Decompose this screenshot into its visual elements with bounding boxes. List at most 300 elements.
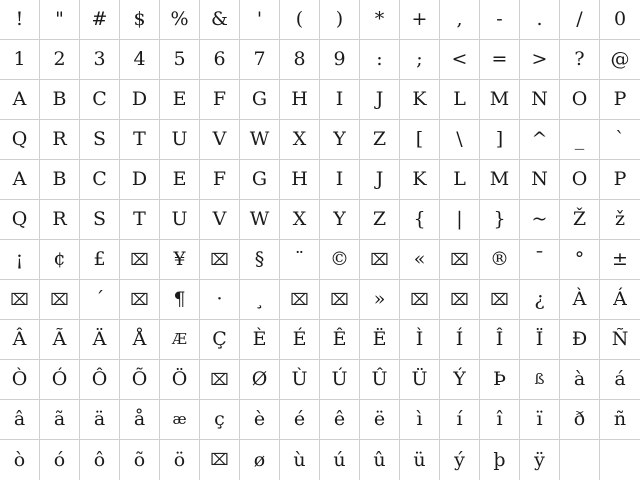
glyph: A [12,88,27,110]
glyph-cell[interactable] [520,440,560,480]
glyph: A [12,168,27,190]
glyph-cell[interactable] [560,120,600,160]
glyph-cell[interactable] [240,240,280,280]
glyph: Ã [52,328,67,350]
glyph: ¨ [294,248,305,270]
glyph-cell[interactable] [200,440,240,480]
glyph-cell[interactable] [120,40,160,80]
glyph: [ [415,128,424,150]
glyph-cell[interactable] [120,440,160,480]
glyph-cell[interactable] [200,80,240,120]
glyph-cell[interactable] [480,80,520,120]
glyph-cell[interactable] [120,320,160,360]
glyph-cell[interactable] [600,440,640,480]
glyph-cell[interactable] [480,360,520,400]
glyph-cell[interactable] [200,280,240,320]
glyph: ð [573,408,586,430]
glyph: ⌧ [450,249,469,269]
glyph: B [52,88,67,110]
glyph: ï [536,408,543,430]
glyph-cell[interactable] [200,160,240,200]
glyph: H [291,88,308,110]
glyph-cell[interactable] [520,120,560,160]
glyph: ù [293,448,306,471]
glyph-cell[interactable] [240,320,280,360]
glyph-cell[interactable] [0,360,40,400]
glyph-cell[interactable] [480,120,520,160]
glyph-cell[interactable] [40,360,80,400]
glyph-cell[interactable] [440,120,480,160]
glyph-cell[interactable] [520,80,560,120]
glyph: ` [615,128,625,150]
glyph-cell[interactable] [560,160,600,200]
glyph-cell[interactable] [240,440,280,480]
glyph-cell[interactable] [360,200,400,240]
glyph-cell[interactable] [280,240,320,280]
glyph-cell[interactable] [600,40,640,80]
glyph-cell[interactable] [360,160,400,200]
glyph: F [212,168,227,190]
glyph-cell[interactable] [40,320,80,360]
glyph-cell[interactable] [600,80,640,120]
glyph-cell[interactable] [120,200,160,240]
glyph-cell[interactable] [600,360,640,400]
glyph-cell[interactable] [600,160,640,200]
glyph-cell[interactable] [40,440,80,480]
glyph-cell[interactable] [400,280,440,320]
glyph: á [614,368,626,390]
glyph: ü [413,448,426,471]
glyph-cell[interactable] [480,400,520,440]
glyph: O [571,88,588,110]
glyph-cell[interactable] [40,200,80,240]
glyph-cell[interactable] [120,160,160,200]
glyph-cell[interactable] [520,320,560,360]
glyph: G [251,168,268,190]
glyph: ¿ [534,288,545,310]
glyph: ¢ [53,248,66,270]
glyph: ! [15,8,24,30]
glyph: Î [495,328,504,350]
glyph: ⌧ [210,369,229,389]
glyph: Ž [572,208,587,230]
glyph-cell[interactable] [400,240,440,280]
glyph-cell[interactable] [320,440,360,480]
glyph: î [496,408,503,430]
glyph-cell[interactable] [520,240,560,280]
glyph-cell[interactable] [160,200,200,240]
glyph-cell[interactable] [320,400,360,440]
glyph-cell[interactable] [560,200,600,240]
glyph-cell[interactable] [560,320,600,360]
glyph-cell[interactable] [160,440,200,480]
glyph: ⌧ [210,450,229,469]
glyph-cell[interactable] [560,360,600,400]
glyph-cell[interactable] [400,200,440,240]
glyph-cell[interactable] [440,200,480,240]
glyph-cell[interactable] [320,280,360,320]
glyph-cell[interactable] [600,280,640,320]
glyph-cell[interactable] [240,80,280,120]
glyph: ã [53,408,66,430]
glyph: õ [133,448,146,471]
glyph-cell[interactable] [320,360,360,400]
glyph-cell[interactable] [280,320,320,360]
glyph-cell[interactable] [120,240,160,280]
glyph-cell[interactable] [480,0,520,40]
glyph-cell[interactable] [400,320,440,360]
glyph: > [531,48,548,70]
glyph-cell[interactable] [40,0,80,40]
glyph: W [249,128,270,150]
glyph: Ú [331,368,348,390]
glyph-cell[interactable] [120,400,160,440]
glyph-cell[interactable] [320,0,360,40]
glyph-cell[interactable] [0,0,40,40]
glyph-cell[interactable] [360,120,400,160]
glyph-cell[interactable] [560,40,600,80]
glyph-cell[interactable] [40,80,80,120]
glyph: ± [612,248,628,270]
glyph-cell[interactable] [440,80,480,120]
glyph: K [412,88,427,110]
glyph-cell[interactable] [200,0,240,40]
glyph: P [613,168,627,190]
glyph-cell[interactable] [240,40,280,80]
glyph-cell[interactable] [120,120,160,160]
glyph-cell[interactable] [40,160,80,200]
glyph-cell[interactable] [40,400,80,440]
glyph: 9 [333,48,346,70]
glyph-cell[interactable] [0,200,40,240]
glyph-cell[interactable] [360,80,400,120]
glyph-cell[interactable] [160,0,200,40]
glyph: U [171,208,188,230]
glyph: ⌧ [290,289,309,309]
glyph-cell[interactable] [40,40,80,80]
glyph-cell[interactable] [560,240,600,280]
glyph-cell[interactable] [320,40,360,80]
glyph: ¥ [173,248,186,270]
glyph-cell[interactable] [80,400,120,440]
glyph-cell[interactable] [200,200,240,240]
glyph-cell[interactable] [0,160,40,200]
glyph: Ì [415,328,424,350]
glyph-cell[interactable] [40,240,80,280]
glyph-cell[interactable] [200,320,240,360]
glyph: ⌧ [330,289,349,309]
glyph-cell[interactable] [200,120,240,160]
glyph-cell[interactable] [0,80,40,120]
glyph: < [451,48,468,70]
glyph: Á [613,288,627,310]
glyph-cell[interactable] [160,360,200,400]
glyph: ( [295,8,304,30]
glyph: Ç [212,328,227,350]
glyph-cell[interactable] [480,320,520,360]
glyph-cell[interactable] [0,120,40,160]
glyph: X [292,128,307,150]
glyph: ê [333,408,346,430]
glyph: # [91,8,108,30]
glyph-cell[interactable] [80,280,120,320]
glyph: 5 [173,48,186,70]
glyph-cell[interactable] [80,0,120,40]
glyph: ë [373,408,386,430]
glyph-cell[interactable] [320,320,360,360]
glyph-cell[interactable] [240,160,280,200]
glyph: V [212,208,227,230]
glyph: S [92,128,107,150]
glyph-cell[interactable] [440,0,480,40]
glyph: I [335,88,344,110]
glyph: Ï [535,328,544,350]
glyph: Ñ [611,328,629,350]
glyph: ⌧ [10,289,29,309]
glyph-cell[interactable] [280,440,320,480]
glyph: Y [333,208,346,230]
glyph-cell[interactable] [80,440,120,480]
glyph-cell[interactable] [560,80,600,120]
glyph: ® [490,248,509,270]
glyph: K [412,168,427,190]
glyph-cell[interactable] [440,280,480,320]
glyph-cell[interactable] [80,80,120,120]
glyph-cell[interactable] [40,120,80,160]
glyph-cell[interactable] [280,400,320,440]
glyph-cell[interactable] [320,80,360,120]
glyph-cell[interactable] [600,120,640,160]
glyph: R [52,128,67,150]
glyph-cell[interactable] [80,200,120,240]
glyph-cell[interactable] [360,320,400,360]
glyph-cell[interactable] [440,240,480,280]
glyph: ø [253,448,266,471]
glyph: % [170,8,189,30]
glyph: ^ [531,128,548,150]
glyph: M [489,88,510,110]
glyph: N [531,88,548,110]
glyph-cell[interactable] [160,240,200,280]
glyph-cell[interactable] [160,40,200,80]
glyph: G [251,88,268,110]
glyph: í [456,408,463,430]
glyph-cell[interactable] [600,320,640,360]
glyph-cell[interactable] [560,440,600,480]
glyph: X [292,208,307,230]
glyph-cell[interactable] [360,400,400,440]
glyph: B [52,168,67,190]
glyph-cell[interactable] [400,40,440,80]
glyph-cell[interactable] [0,400,40,440]
glyph-cell[interactable] [480,280,520,320]
glyph-cell[interactable] [440,160,480,200]
glyph: $ [133,8,146,30]
glyph: F [212,88,227,110]
glyph-cell[interactable] [600,400,640,440]
glyph: à [573,368,586,390]
glyph-cell[interactable] [360,360,400,400]
glyph-cell[interactable] [160,280,200,320]
glyph-cell[interactable] [520,160,560,200]
glyph: , [456,8,463,30]
glyph-cell[interactable] [400,400,440,440]
glyph: E [172,168,187,190]
glyph-cell[interactable] [560,0,600,40]
glyph-cell[interactable] [400,120,440,160]
glyph: ¯ [534,248,545,270]
glyph-cell[interactable] [480,160,520,200]
glyph-cell[interactable] [400,0,440,40]
glyph: ⌧ [130,249,149,269]
glyph-cell[interactable] [360,0,400,40]
glyph-cell[interactable] [400,160,440,200]
glyph-cell[interactable] [520,280,560,320]
glyph-cell[interactable] [240,0,280,40]
glyph-cell[interactable] [360,40,400,80]
glyph-cell[interactable] [0,280,40,320]
glyph-cell[interactable] [440,320,480,360]
glyph-cell[interactable] [160,120,200,160]
glyph-cell[interactable] [280,40,320,80]
glyph: ⌧ [130,289,149,309]
glyph: ; [416,48,423,70]
glyph-cell[interactable] [80,320,120,360]
glyph-cell[interactable] [520,200,560,240]
glyph: + [411,8,428,30]
glyph-cell[interactable] [160,160,200,200]
glyph-cell[interactable] [80,240,120,280]
glyph-cell[interactable] [80,120,120,160]
glyph-cell[interactable] [120,0,160,40]
glyph: ⌧ [490,289,509,309]
glyph: M [489,168,510,190]
glyph-cell[interactable] [400,360,440,400]
glyph-cell[interactable] [240,280,280,320]
glyph-cell[interactable] [440,40,480,80]
glyph-cell[interactable] [120,280,160,320]
glyph-cell[interactable] [320,120,360,160]
glyph-cell[interactable] [280,160,320,200]
glyph-cell[interactable] [320,200,360,240]
glyph-cell[interactable] [240,360,280,400]
glyph-cell[interactable] [0,320,40,360]
glyph-cell[interactable] [440,360,480,400]
glyph: U [171,128,188,150]
glyph-cell[interactable] [280,200,320,240]
glyph-cell[interactable] [120,80,160,120]
glyph-cell[interactable] [320,240,360,280]
glyph-cell[interactable] [200,400,240,440]
glyph-cell[interactable] [560,280,600,320]
glyph: ç [214,408,225,430]
glyph-cell[interactable] [360,280,400,320]
glyph: . [536,8,543,30]
glyph: è [253,408,266,430]
glyph: ¸ [254,288,265,310]
glyph-cell[interactable] [160,80,200,120]
glyph: / [576,8,583,30]
glyph-cell[interactable] [80,360,120,400]
glyph-cell[interactable] [200,360,240,400]
glyph: W [249,208,270,230]
glyph: ? [574,48,585,70]
glyph: Ò [11,368,28,390]
glyph-cell[interactable] [240,200,280,240]
glyph-cell[interactable] [280,120,320,160]
glyph-cell[interactable] [440,400,480,440]
glyph: À [572,288,587,310]
glyph: L [453,88,466,110]
glyph-cell[interactable] [600,200,640,240]
glyph: C [92,168,107,190]
glyph-cell[interactable] [200,40,240,80]
glyph-cell[interactable] [40,280,80,320]
glyph-cell[interactable] [120,360,160,400]
glyph: û [373,448,386,471]
glyph-cell[interactable] [0,240,40,280]
glyph-cell[interactable] [520,40,560,80]
glyph-cell[interactable] [280,360,320,400]
glyph: 6 [213,48,226,70]
glyph-cell[interactable] [440,440,480,480]
glyph-cell[interactable] [520,0,560,40]
glyph-cell[interactable] [280,280,320,320]
glyph-cell[interactable] [480,240,520,280]
glyph-cell[interactable] [480,440,520,480]
glyph: ⌧ [450,289,469,309]
glyph: \ [456,128,463,150]
glyph-cell[interactable] [360,240,400,280]
glyph-cell[interactable] [280,0,320,40]
glyph: É [292,328,307,350]
glyph-cell[interactable] [0,440,40,480]
glyph-cell[interactable] [0,40,40,80]
glyph: D [131,168,148,190]
glyph: " [55,8,64,30]
glyph: | [456,208,463,230]
glyph-cell[interactable] [480,40,520,80]
glyph-cell[interactable] [520,400,560,440]
glyph: Å [132,328,147,350]
glyph-cell[interactable] [600,240,640,280]
glyph-cell[interactable] [160,320,200,360]
glyph-cell[interactable] [160,400,200,440]
glyph: ⌧ [210,249,229,269]
glyph-cell[interactable] [320,160,360,200]
glyph-cell[interactable] [240,120,280,160]
glyph-cell[interactable] [520,360,560,400]
glyph: Y [333,128,346,150]
glyph-cell[interactable] [80,160,120,200]
glyph: ß [534,370,545,388]
glyph: { [413,208,426,230]
glyph-cell[interactable] [400,80,440,120]
glyph-cell[interactable] [560,400,600,440]
glyph-cell[interactable] [480,200,520,240]
glyph: @ [610,48,630,70]
glyph-cell[interactable] [360,440,400,480]
glyph-cell[interactable] [80,40,120,80]
glyph: & [211,8,228,30]
glyph: T [133,208,146,230]
glyph-cell[interactable] [400,440,440,480]
glyph-cell[interactable] [240,400,280,440]
glyph-cell[interactable] [280,80,320,120]
glyph-cell[interactable] [600,0,640,40]
glyph: ÿ [534,448,545,471]
glyph-cell[interactable] [200,240,240,280]
